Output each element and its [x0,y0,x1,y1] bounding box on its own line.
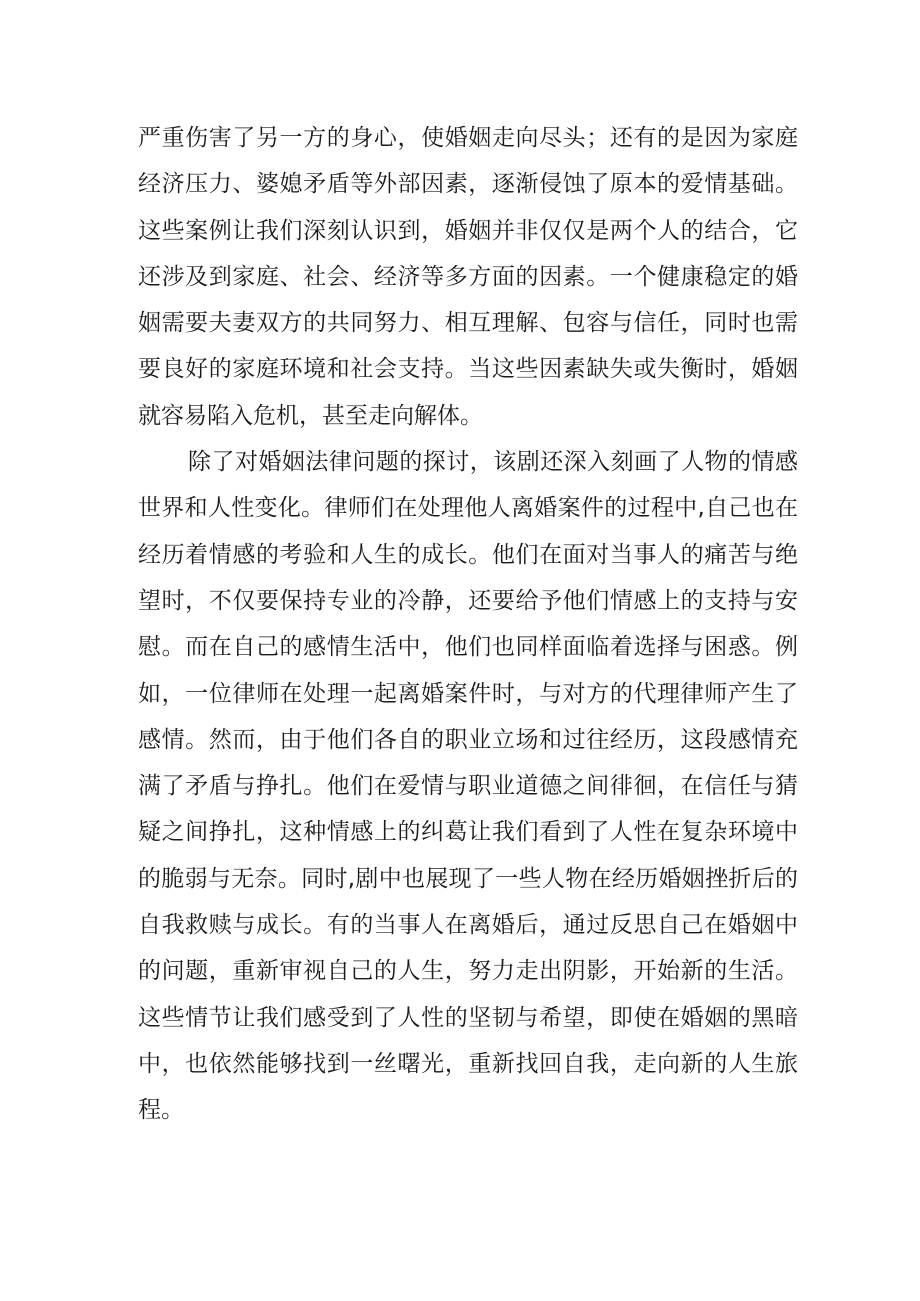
document-body [138,115,798,1134]
text-line: 还涉及到家庭、社会、经济等多方面的因素。一个健康稳定的婚 [138,263,798,290]
text-line: 世界和人性变化。律师们在处理他人离婚案件的过程中,自己也在 [138,495,798,522]
text-line: 这些案例让我们深刻认识到，婚姻并非仅仅是两个人的结合，它 [138,217,798,244]
text-line: 满了矛盾与挣扎。他们在爱情与职业道德之间徘徊，在信任与猜 [138,773,798,800]
paragraph-end-line: 就容易陷入危机，甚至走向解体。 [138,402,483,429]
text-line: 这些情节让我们感受到了人性的坚韧与希望，即使在婚姻的黑暗 [138,1004,798,1031]
text-line: 自我救赎与成长。有的当事人在离婚后，通过反思自己在婚姻中 [138,912,798,939]
text-line: 如，一位律师在处理一起离婚案件时，与对方的代理律师产生了 [138,680,798,707]
text-line: 慰。而在自己的感情生活中，他们也同样面临着选择与困惑。例 [138,634,798,661]
text-line: 要良好的家庭环境和社会支持。当这些因素缺失或失衡时，婚姻 [138,356,798,383]
text-line: 严重伤害了另一方的身心，使婚姻走向尽头；还有的是因为家庭 [138,125,798,151]
paragraph-end-line: 程。 [138,1097,184,1124]
text-line: 姻需要夫妻双方的共同努力、相互理解、包容与信任，同时也需 [138,310,798,337]
text-line: 中，也依然能够找到一丝曙光，重新找回自我，走向新的人生旅 [138,1050,798,1077]
text-line: 疑之间挣扎，这种情感上的纠葛让我们看到了人性在复杂环境中 [138,819,798,846]
paragraph-start-line: 除了对婚姻法律问题的探讨，该剧还深入刻画了人物的情感 [188,449,798,476]
text-line: 经历着情感的考验和人生的成长。他们在面对当事人的痛苦与绝 [138,541,798,568]
text-line: 的脆弱与无奈。同时,剧中也展现了一些人物在经历婚姻挫折后的 [138,865,798,892]
text-line: 望时，不仅要保持专业的冷静，还要给予他们情感上的支持与安 [138,587,798,614]
text-line: 的问题，重新审视自己的人生，努力走出阴影，开始新的生活。 [138,958,798,985]
text-line: 经济压力、婆媳矛盾等外部因素，逐渐侵蚀了原本的爱情基础。 [138,171,798,198]
text-line: 感情。然而，由于他们各自的职业立场和过往经历，这段感情充 [138,726,798,753]
